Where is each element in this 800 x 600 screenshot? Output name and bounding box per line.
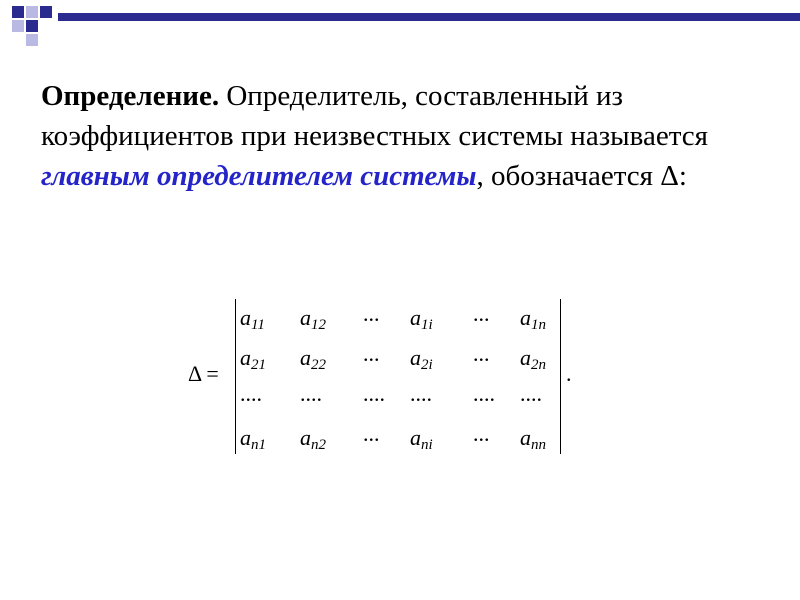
matrix-cell (300, 345, 326, 374)
matrix-cell-subscript: 21 (251, 357, 266, 373)
matrix-cell-base: a (240, 345, 251, 370)
matrix-cell (300, 381, 322, 407)
matrix-cell (363, 301, 380, 327)
definition-emphasis: главным определителем системы (41, 160, 477, 192)
matrix-cell (520, 381, 542, 407)
matrix-cell (240, 345, 266, 374)
matrix-cell-subscript: 11 (251, 317, 265, 333)
matrix-cell (520, 305, 546, 334)
matrix-cell-base: ... (363, 421, 380, 446)
matrix-cell (410, 425, 433, 454)
matrix-cell-base: a (520, 425, 531, 450)
matrix-cell-subscript: n2 (311, 437, 326, 453)
matrix-cell-base: ... (473, 421, 490, 446)
matrix-cell (410, 345, 433, 374)
matrix-cell (473, 421, 490, 447)
matrix-cell-base: ... (473, 341, 490, 366)
matrix-cell (410, 305, 433, 334)
determinant-formula (188, 297, 588, 457)
matrix-cell-base: a (410, 425, 421, 450)
matrix-cell-subscript: 2i (421, 357, 433, 373)
matrix-cell-base: ... (473, 301, 490, 326)
matrix-cell-subscript: 12 (311, 317, 326, 333)
matrix-cell-base: a (300, 345, 311, 370)
matrix-cell-base: a (520, 305, 531, 330)
definition-paragraph (41, 76, 741, 196)
matrix-cell (240, 425, 266, 454)
formula-period: . (566, 361, 572, 386)
matrix-cell (473, 341, 490, 367)
matrix-cell-base: .... (520, 381, 542, 406)
matrix-cell-base: a (520, 345, 531, 370)
matrix-cell-base: a (410, 305, 421, 330)
corner-decoration (0, 0, 60, 50)
matrix-cell-subscript: 1n (531, 317, 546, 333)
matrix-cell (300, 425, 326, 454)
matrix-cell (300, 305, 326, 334)
matrix-cell-base: .... (410, 381, 432, 406)
matrix-cell (240, 305, 265, 334)
determinant-grid (238, 297, 558, 457)
definition-text-end: , обозначается Δ: (476, 160, 687, 192)
matrix-cell (520, 425, 546, 454)
matrix-cell (363, 381, 385, 407)
matrix-cell-subscript: 22 (311, 357, 326, 373)
delta-equals: Δ = (188, 361, 219, 386)
matrix-cell-base: ... (363, 301, 380, 326)
matrix-cell (520, 345, 546, 374)
definition-term: Определение. (41, 80, 220, 112)
matrix-cell-base: ... (363, 341, 380, 366)
matrix-cell-subscript: 2n (531, 357, 546, 373)
matrix-cell-base: a (410, 345, 421, 370)
matrix-cell (410, 381, 432, 407)
matrix-cell-subscript: nn (531, 437, 546, 453)
determinant-right-bar (560, 299, 561, 454)
matrix-cell-base: a (300, 425, 311, 450)
matrix-cell-base: .... (363, 381, 385, 406)
header-rule (58, 13, 800, 21)
matrix-cell (240, 381, 262, 407)
matrix-cell-subscript: 1i (421, 317, 433, 333)
matrix-cell-base: .... (240, 381, 262, 406)
determinant-left-bar (235, 299, 236, 454)
matrix-cell (363, 341, 380, 367)
matrix-cell-base: a (300, 305, 311, 330)
definition-text: Определитель, составленный из коэффициентов при неизвестных системы называется (41, 80, 708, 152)
matrix-cell-base: .... (300, 381, 322, 406)
matrix-cell-subscript: ni (421, 437, 433, 453)
matrix-cell-base: a (240, 305, 251, 330)
matrix-cell-subscript: n1 (251, 437, 266, 453)
matrix-cell-base: .... (473, 381, 495, 406)
matrix-cell-base: a (240, 425, 251, 450)
matrix-cell (363, 421, 380, 447)
matrix-cell (473, 301, 490, 327)
matrix-cell (473, 381, 495, 407)
